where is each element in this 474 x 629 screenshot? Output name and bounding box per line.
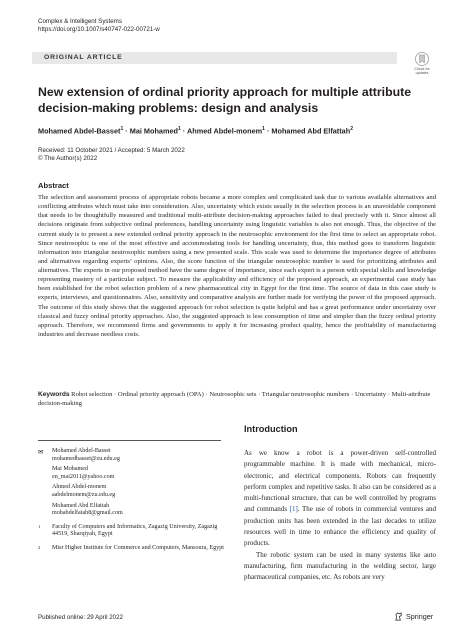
- introduction-heading: Introduction: [244, 424, 298, 434]
- contact-email[interactable]: mohamedbasset@zu.edu.eg: [52, 455, 120, 462]
- keywords: [38, 390, 436, 408]
- check-badge-line1: Check for: [414, 67, 430, 71]
- paper-title: New extension of ordinal priority approach for multiple attribute decision-making problems: design and analysis: [38, 85, 412, 115]
- author-affiliation-sup: 1: [120, 126, 124, 132]
- contact-entry: [38, 484, 228, 499]
- abstract-text: The selection and assessment process of appropriate robots became a more complex and complicated task due to various available alternatives and conflicting attributes which must take into consideration. Also, uncertainty which exists usually in the selection process is an unavoidable component that needs to be thoughtfully measured and traditional multi-attribute decision-making approaches failed to deal precisely with it. Since almost all decisions originate from subjective ordinal preferences, handling uncertainty using linguistic variables is also not enough. Thus, the objective of the current study is to present a new extended ordinal priority approach in the neutrosophic environment for the first time to select an appropriate robot. Since neutrosophic is one of the most effective and accommodating tools for handling uncertainty, thus, this method goes to transform linguistic information into triangular neutrosophic numbers using a new presented scale. This scale was used to determine the importance degree of attributes and alternatives regarding experts’ opinions. Also, the score function of the triangular neutrosophic number is used for prioritizing attributes and alternatives. The experts in our proposed method have the same degree of importance, since each expert is a person with special skills and knowledge representing mastery of a particular subject. To measure the applicability and efficiency of the proposed approach, an experimental case study has been established for the robot selection problem of a new pharmaceutical city in Egypt for the first time. The source of data in this case study is experts, interviews, and questionnaires. Also, sensitivity and comparative analysis are further made for verifying the power of the proposed approach. The outcome of this study shows that the suggested approach for robot selection is quite helpful and has a great performance under uncertainty over classical and fuzzy ordinal priority approaches. Also, the suggested approach is less consumption of time and simpler than the fuzzy ordinal priority approach. Therefore, we recommend firms and governments to apply it for increasing product quality, hence the profitability of manufacturing industries and decrease needless costs.: [38, 194, 436, 338]
- publisher-mark[interactable]: [394, 612, 433, 621]
- journal-doi[interactable]: https://doi.org/10.1007/s40747-022-00721-w: [38, 26, 160, 33]
- abstract-heading: Abstract: [38, 181, 69, 190]
- contact-entry: [38, 503, 228, 518]
- author-affiliation-sup: 2: [350, 126, 353, 132]
- keywords-label: Keywords: [38, 391, 70, 398]
- author-list: Mohamed Abdel-Basset$^1$ · Mai Mohamed$^1$ · Ahmed Abdel-monem$^1$ · Mohamed Abd Elfattah$^2$: [38, 126, 353, 136]
- journal-info: [38, 18, 160, 34]
- author-name[interactable]: Ahmed Abdel-monem: [186, 126, 263, 136]
- affiliation: [38, 524, 228, 539]
- copyright-notice: © The Author(s) 2022: [38, 155, 98, 163]
- introduction-text: [244, 448, 436, 584]
- envelope-icon: ✉: [38, 448, 44, 456]
- article-type-band: ORIGINAL ARTICLE: [32, 52, 397, 64]
- contact-email[interactable]: mohabdelfatah8@gmail.com: [52, 510, 123, 517]
- intro-paragraph: The robotic system can be used in many systems like auto manufacturing, firm manufacturing in the welding sector, large pharmaceutical companies, etc. As robots are very: [244, 550, 436, 582]
- author-name[interactable]: Mai Mohamed: [129, 126, 178, 136]
- journal-name: Complex & Intelligent Systems: [38, 18, 122, 25]
- check-badge-line2: updates: [415, 71, 429, 75]
- springer-horse-icon: [394, 612, 403, 621]
- article-dates: [38, 147, 185, 164]
- affiliation-text: Misr Higher Institute for Commerce and Computers, Mansoura, Egypt: [52, 544, 224, 551]
- author-name[interactable]: Mohamed Abdel-Basset: [38, 126, 121, 136]
- affiliation: [38, 545, 228, 553]
- contact-entry: [38, 466, 228, 481]
- contact-email[interactable]: en_mai2011@yahoo.com: [52, 473, 115, 480]
- published-online: Published online: 29 April 2022: [38, 614, 123, 621]
- author-affiliation-sup: 1: [262, 126, 265, 132]
- citation-link[interactable]: [1]: [289, 505, 298, 514]
- author-affiliation-sup: 1: [177, 126, 181, 132]
- received-accepted: Received: 11 October 2021 / Accepted: 5 March 2022: [38, 147, 185, 154]
- contact-name: Mohamed Abd Elfattah: [52, 502, 110, 509]
- intro-paragraph: As we know a robot is a power-driven self-controlled programmable machine. It is made with mechanical, micro-electronic, and electrical components. Robots can frequently perform complex and repetitive tasks. It also can be considered as a multi-functional structure, that can be well controlled by programs and commands [1]. The use of robots in commercial ventures and production units has been extended in the last decades to utilize resources well in time to enhance the efficiency and quality of products.: [244, 449, 436, 548]
- bookmark-check-icon: [415, 52, 429, 66]
- contact-name: Mohamed Abdel-Basset: [52, 448, 111, 454]
- affiliation-number: 1: [38, 523, 41, 529]
- contact-entry: [38, 448, 228, 463]
- keywords-text: Robot selection · Ordinal priority approach (OPA) · Neutrosophic sets · Triangular neutrosophic numbers · Uncertainty · Multi-attribute decision-making: [38, 391, 431, 408]
- author-name[interactable]: Mohamed Abd Elfattah: [271, 126, 351, 136]
- check-for-updates-badge[interactable]: [410, 52, 434, 76]
- contact-name: Mai Mohamed: [52, 466, 89, 473]
- author-contacts: [38, 448, 228, 553]
- footnote-divider: [38, 440, 221, 441]
- contact-email[interactable]: aabdelmonem@zu.edu.eg: [52, 491, 116, 498]
- contact-name: Ahmed Abdel-monem: [52, 484, 107, 491]
- affiliation-number: 2: [38, 544, 41, 550]
- publisher-name: Springer: [406, 612, 434, 621]
- affiliation-text: Faculty of Computers and Informatics, Zagazig University, Zagazig 44519, Sharqiyah, Egypt: [52, 523, 218, 538]
